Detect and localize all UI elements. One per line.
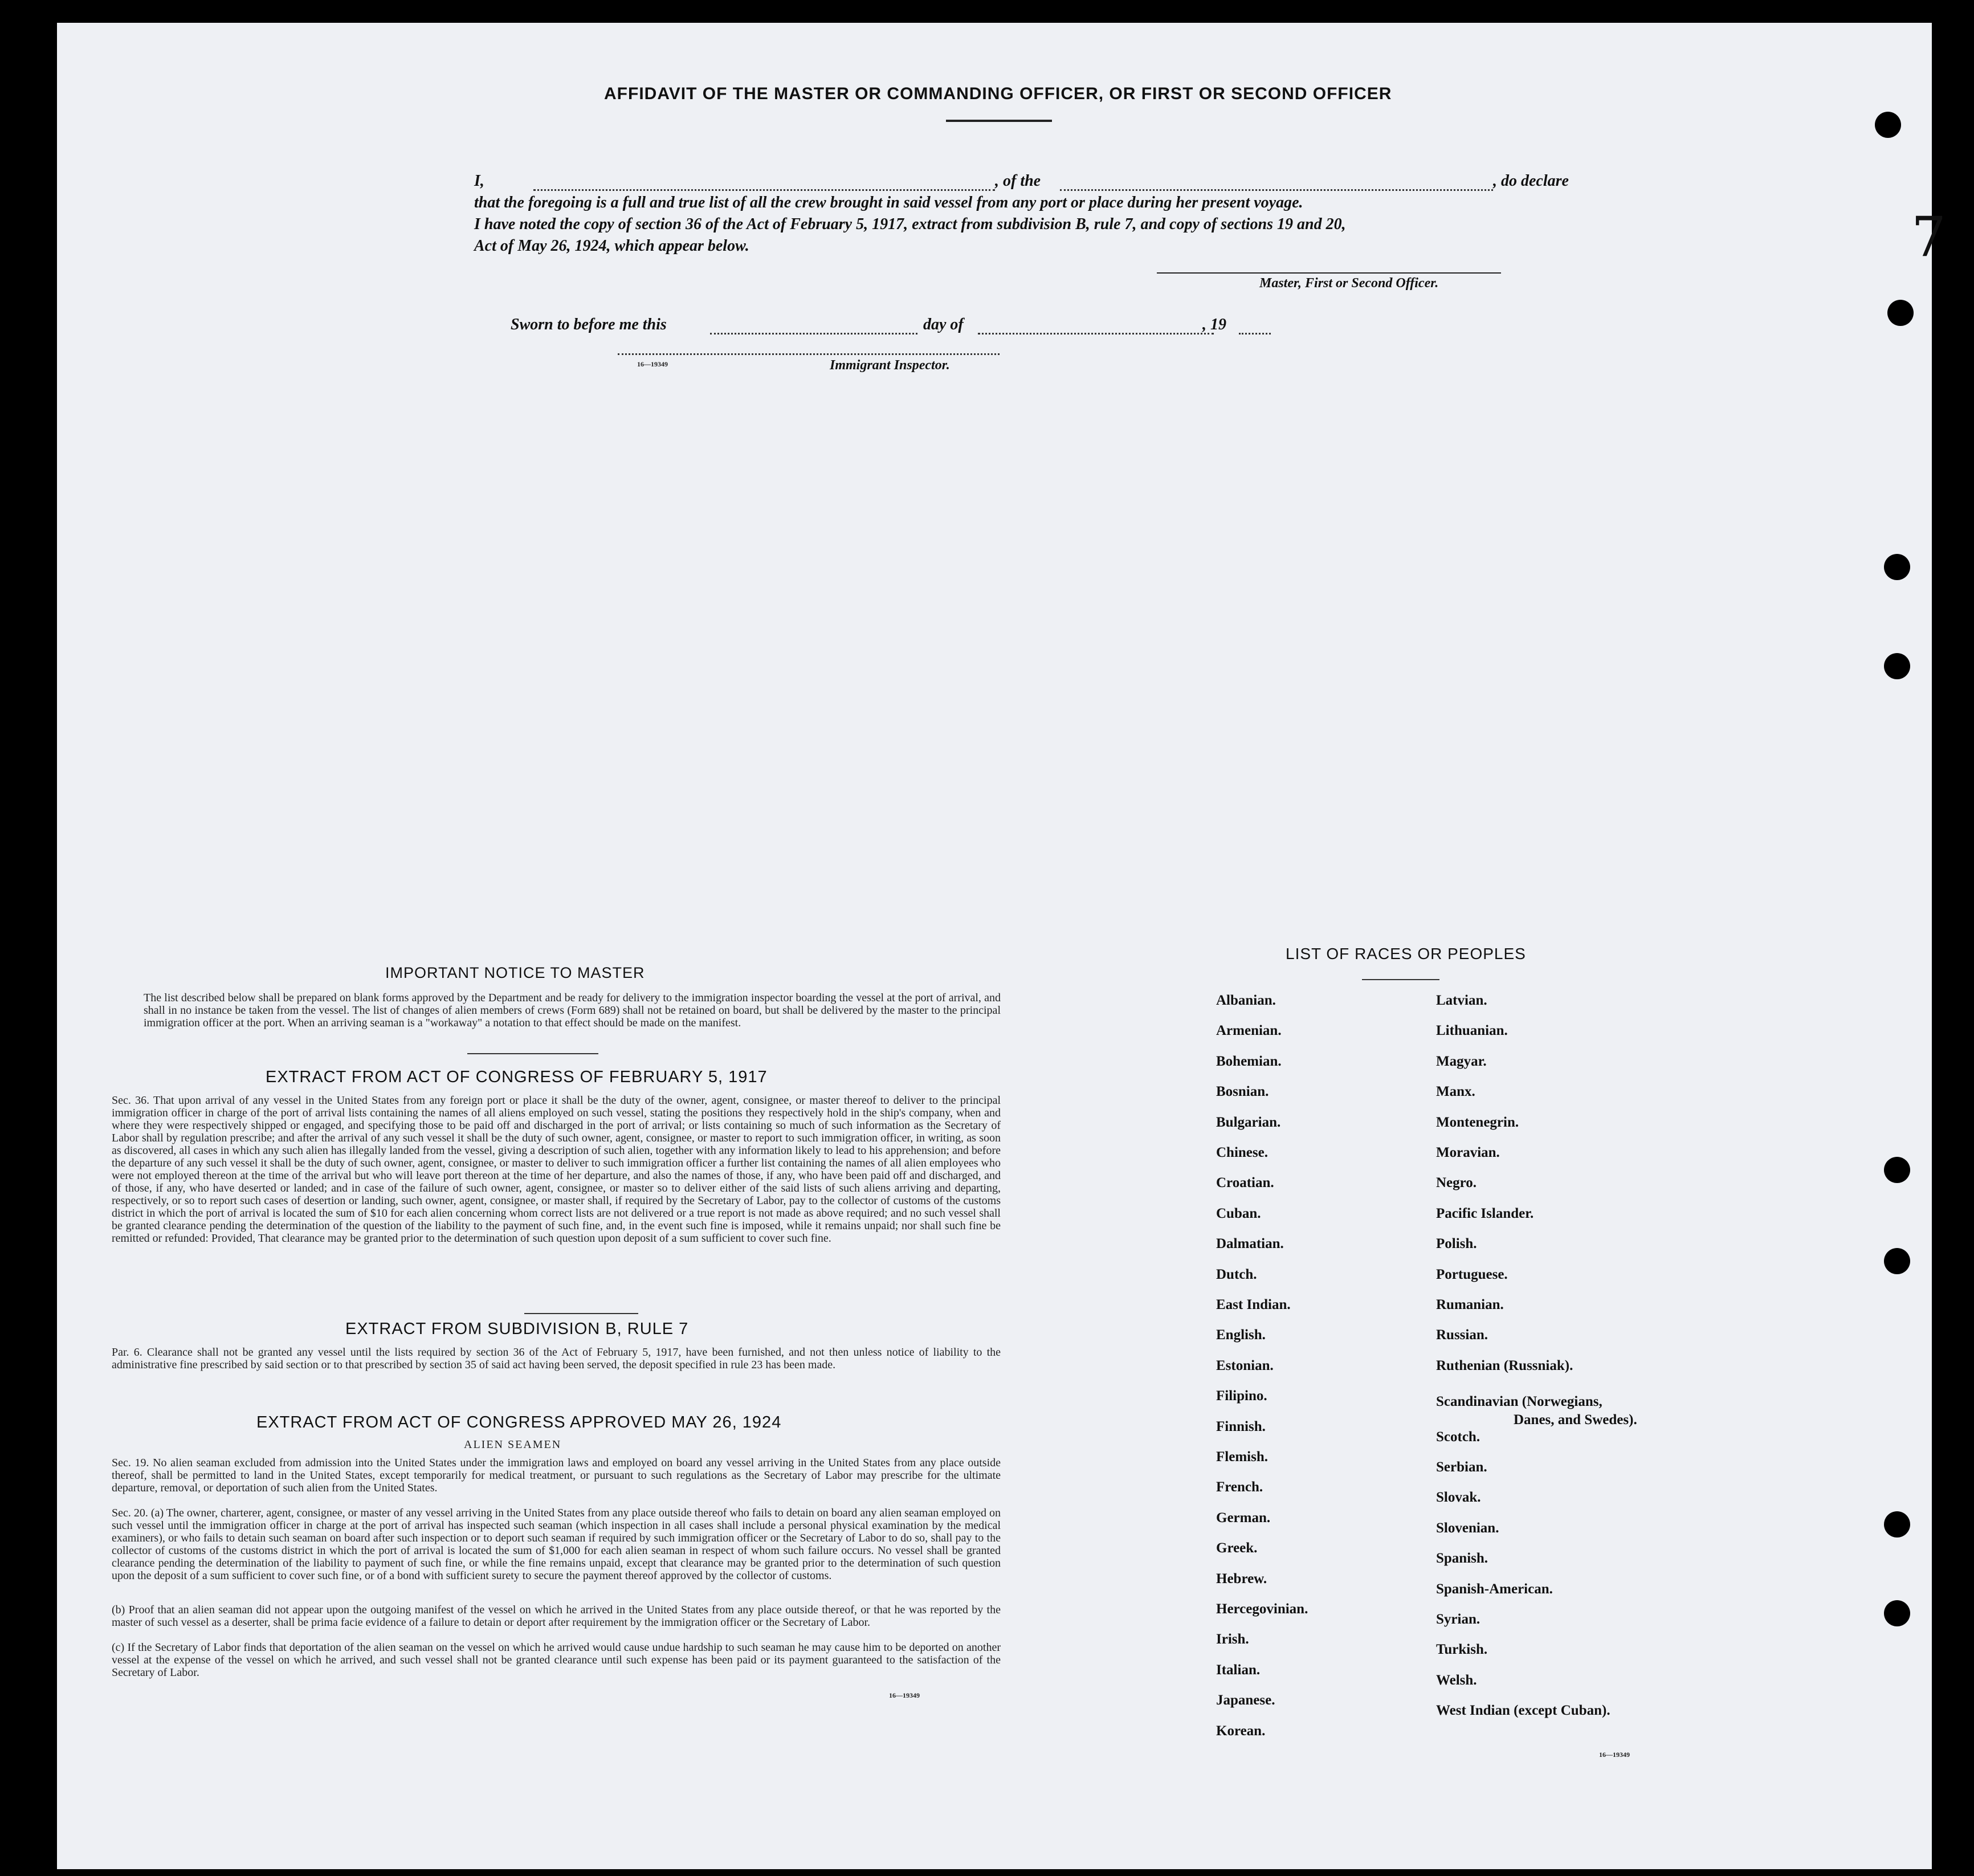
race-item: Italian. [1216,1662,1261,1678]
declare-i: I, [474,172,484,190]
signature-line [1157,272,1501,274]
title-underline [946,120,1052,122]
handwritten-mark: 7 [1911,205,1947,269]
race-item: Welsh. [1436,1673,1477,1688]
vessel-blank [1060,189,1493,191]
affidavit-form-number: 16—19349 [637,360,668,368]
extract-1917-title: EXTRACT FROM ACT OF CONGRESS OF FEBRUARY 5, 1917 [266,1068,768,1086]
extract-1924-title: EXTRACT FROM ACT OF CONGRESS APPROVED MAY 26, 1924 [256,1413,782,1432]
race-item: Negro. [1436,1175,1477,1190]
inspector-label: Immigrant Inspector. [830,358,950,373]
race-item: Estonian. [1216,1358,1274,1373]
race-item: Japanese. [1216,1693,1275,1708]
race-item: Flemish. [1216,1449,1268,1465]
declare-end: , do declare [1493,172,1569,190]
race-item: Russian. [1436,1327,1488,1343]
binder-hole [1884,653,1910,679]
race-item: Magyar. [1436,1054,1487,1069]
binder-hole [1884,1157,1910,1183]
race-item: Lithuanian. [1436,1023,1508,1038]
sworn-day-blank [710,333,917,335]
race-item: Scandinavian (Norwegians, [1436,1394,1602,1409]
sec-19-text: Sec. 19. No alien seaman excluded from admission into the United States under the immigration laws and employed on board any vessel arriving in the United States from any place outside thereof, shall be permitted to land in the United States, except temporarily for medical treatment, or pursuant to such regulations as the Secretary of Labor may prescribe for the ultimate departure, removal, or deportation of such alien from the United States. [112,1457,1001,1494]
race-item: Croatian. [1216,1175,1274,1190]
race-item: Moravian. [1436,1145,1500,1160]
declare-line-3: I have noted the copy of section 36 of the Act of February 5, 1917, extract from subdivision B, rule 7, and copy of sections 19 and 20, [474,215,1346,233]
binder-hole [1875,112,1901,138]
race-item: Slovenian. [1436,1520,1499,1536]
rule7-title: EXTRACT FROM SUBDIVISION B, RULE 7 [345,1320,689,1338]
notice-text: The list described below shall be prepared on blank forms approved by the Department and be ready for delivery to the immigration inspector boarding the vessel at the port of arrival, and shall in no instance be taken from the vessel. The list of changes of alien members of crews (Form 689) shall not be retained on board, but shall be delivered by the master to the principal immigration officer at the port. When an arriving seaman is a "workaway" a notation to that effect should be made on the manifest. [144,992,1001,1029]
race-item: Scotch. [1436,1429,1480,1445]
races-title: LIST OF RACES OR PEOPLES [1286,945,1526,963]
race-item: West Indian (except Cuban). [1436,1703,1610,1718]
binder-hole [1884,1511,1910,1537]
sec-20a-text: Sec. 20. (a) The owner, charterer, agent, consignee, or master of any vessel arriving in the United States from any place outside thereof who fails to detain on board any alien seaman employed on such vessel until the immigration officer in charge at the port of arrival has inspected such seaman (which inspection in all cases shall include a personal physical examination by the medical examiners), or who fails to detain such seaman on board after such inspection or to deport such seaman if required by such immigration officer or the Secretary of Labor to do so, shall pay to the collector of customs of the customs district in which the port of arrival is located the sum of $1,000 for each alien seaman in respect of whom such failure occurs. No vessel shall be granted clearance pending the determination of the liability to payment of such fine, or while the fine remains unpaid, except that clearance may be granted prior to the determination of such question upon the deposit of a sum sufficient to cover such fine, or of a bond with sufficient surety to secure the payment thereof approved by the collector of customs. [112,1507,1001,1582]
race-item: Ruthenian (Russniak). [1436,1358,1573,1373]
race-item: Polish. [1436,1236,1477,1251]
sworn-day-of: day of [923,316,964,333]
rule7-text: Par. 6. Clearance shall not be granted any vessel until the lists required by section 36 of the Act of February 5, 1917, have been furnished, and not then unless notice of liability to the administrative fine prescribed by said section or to that prescribed by section 35 of said act having been served, the deposit specified in rule 23 has been made. [112,1346,1001,1371]
race-item: Syrian. [1436,1612,1480,1627]
race-item: Hebrew. [1216,1571,1267,1587]
race-item: Pacific Islander. [1436,1206,1534,1221]
race-item: Greek. [1216,1540,1258,1556]
races-divider [1362,979,1439,980]
race-item: Montenegrin. [1436,1115,1519,1130]
race-item: Turkish. [1436,1642,1488,1657]
race-item: Filipino. [1216,1388,1267,1404]
notice-divider [467,1053,598,1054]
race-item: Irish. [1216,1632,1249,1647]
form-page [57,23,1947,1869]
race-item: Portuguese. [1436,1267,1508,1282]
declare-line-2: that the foregoing is a full and true list of all the crew brought in said vessel from any port or place during her present voyage. [474,194,1303,211]
declare-of: , of the [995,172,1041,190]
extract-1924-form-number: 16—19349 [889,1691,920,1699]
name-blank [533,189,995,191]
binder-hole [1887,300,1914,326]
race-item: Albanian. [1216,993,1276,1008]
affidavit-title: AFFIDAVIT OF THE MASTER OR COMMANDING OFFICER, OR FIRST OR SECOND OFFICER [604,84,1392,103]
sec-20c-text: (c) If the Secretary of Labor finds that deportation of the alien seaman on the vessel on which he arrived would cause undue hardship to such seaman he may cause him to be deported on another vessel at the expense of the vessel on which he arrived, and such vessel shall not be granted clearance until such expense has been paid or its payment guaranteed to the satisfaction of the Secretary of Labor. [112,1641,1001,1679]
sworn-year: , 19 [1202,316,1226,333]
race-item: Spanish-American. [1436,1581,1553,1597]
race-item: English. [1216,1327,1266,1343]
race-item: Finnish. [1216,1419,1266,1434]
sec-20b-text: (b) Proof that an alien seaman did not appear upon the outgoing manifest of the vessel on which he arrived in the United States from any place outside thereof, or that he was reported by the master of such vessel as a deserter, shall be prima facie evidence of a failure to detain or deport after requirement by the immigration officer or the Secretary of Labor. [112,1604,1001,1629]
race-item: Bohemian. [1216,1054,1282,1069]
alien-seamen-subtitle: ALIEN SEAMEN [464,1438,562,1451]
sworn-year-blank [1239,333,1271,335]
inspector-line [618,353,1000,355]
race-item: Chinese. [1216,1145,1268,1160]
race-item: Serbian. [1436,1459,1487,1475]
signature-label: Master, First or Second Officer. [1259,276,1439,291]
race-item: French. [1216,1479,1263,1495]
extract-1917-text: Sec. 36. That upon arrival of any vessel in the United States from any foreign port or place it shall be the duty of the owner, agent, consignee, or master thereof to deliver to the principal immigration officer in charge of the port of arrival lists containing the names of all aliens employed on such vessel, stating the positions they respectively hold in the ship's company, when and where they were respectively shipped or engaged, and specifying those to be paid off and discharged in the port of arrival; or lists containing so much of such information as the Secretary of Labor shall by regulation prescribe; and after the arrival of any such vessel it shall be the duty of such owner, agent, consignee, or master to report to such immigration officer, in writing, as soon as discovered, all cases in which any such alien has illegally landed from the vessel, giving a description of such alien, together with any information likely to lead to his apprehension; and before the departure of any such vessel it shall be the duty of such owner, agent, consignee, or master to deliver to such immigration officer a further list containing the names of all alien employees who were not employed thereon at the time of the arrival but who will leave port thereon at the time of her departure, and also the names of those, if any, who have been paid off and discharged, and of those, if any, who have deserted or landed; and in case of the failure of such owner, agent, consignee, or master so to deliver either of the said lists of such aliens arriving and departing, respectively, or so to report such cases of desertion or landing, such owner, agent, consignee, or master shall, if required by the Secretary of Labor, pay to the collector of customs of the customs district in which the port of arrival is located the sum of $10 for each alien concerning whom correct lists are not delivered or a true report is not made as above required; and no such vessel shall be granted clearance pending the determination of the question of the liability to the payment of such fine, and, in the event such fine is imposed, while it remains unpaid; nor shall such fine be remitted or refunded: Provided, That clearance may be granted prior to the determination of such question upon deposit of a sum sufficient to cover such fine. [112,1094,1001,1245]
race-item: Bosnian. [1216,1084,1269,1099]
declare-line-4: Act of May 26, 1924, which appear below. [474,237,749,255]
race-item: Rumanian. [1436,1297,1504,1312]
binder-hole [1884,1248,1910,1274]
race-item: Latvian. [1436,993,1487,1008]
race-item: East Indian. [1216,1297,1291,1312]
sworn-month-blank [978,333,1214,335]
notice-title: IMPORTANT NOTICE TO MASTER [385,964,645,981]
race-item: Korean. [1216,1723,1266,1739]
race-item: German. [1216,1510,1271,1526]
race-item: Danes, and Swedes). [1514,1412,1637,1428]
binder-hole [1884,1600,1910,1626]
sworn-text: Sworn to before me this [511,316,667,333]
race-item: Hercegovinian. [1216,1601,1308,1617]
race-item: Bulgarian. [1216,1115,1281,1130]
race-item: Dutch. [1216,1267,1257,1282]
race-item: Armenian. [1216,1023,1282,1038]
race-item: Spanish. [1436,1551,1488,1566]
race-item: Manx. [1436,1084,1475,1099]
race-item: Dalmatian. [1216,1236,1284,1251]
races-form-number: 16—19349 [1599,1751,1630,1759]
extract-1917-divider [524,1313,638,1314]
binder-hole [1884,554,1910,580]
race-item: Slovak. [1436,1490,1481,1505]
race-item: Cuban. [1216,1206,1261,1221]
